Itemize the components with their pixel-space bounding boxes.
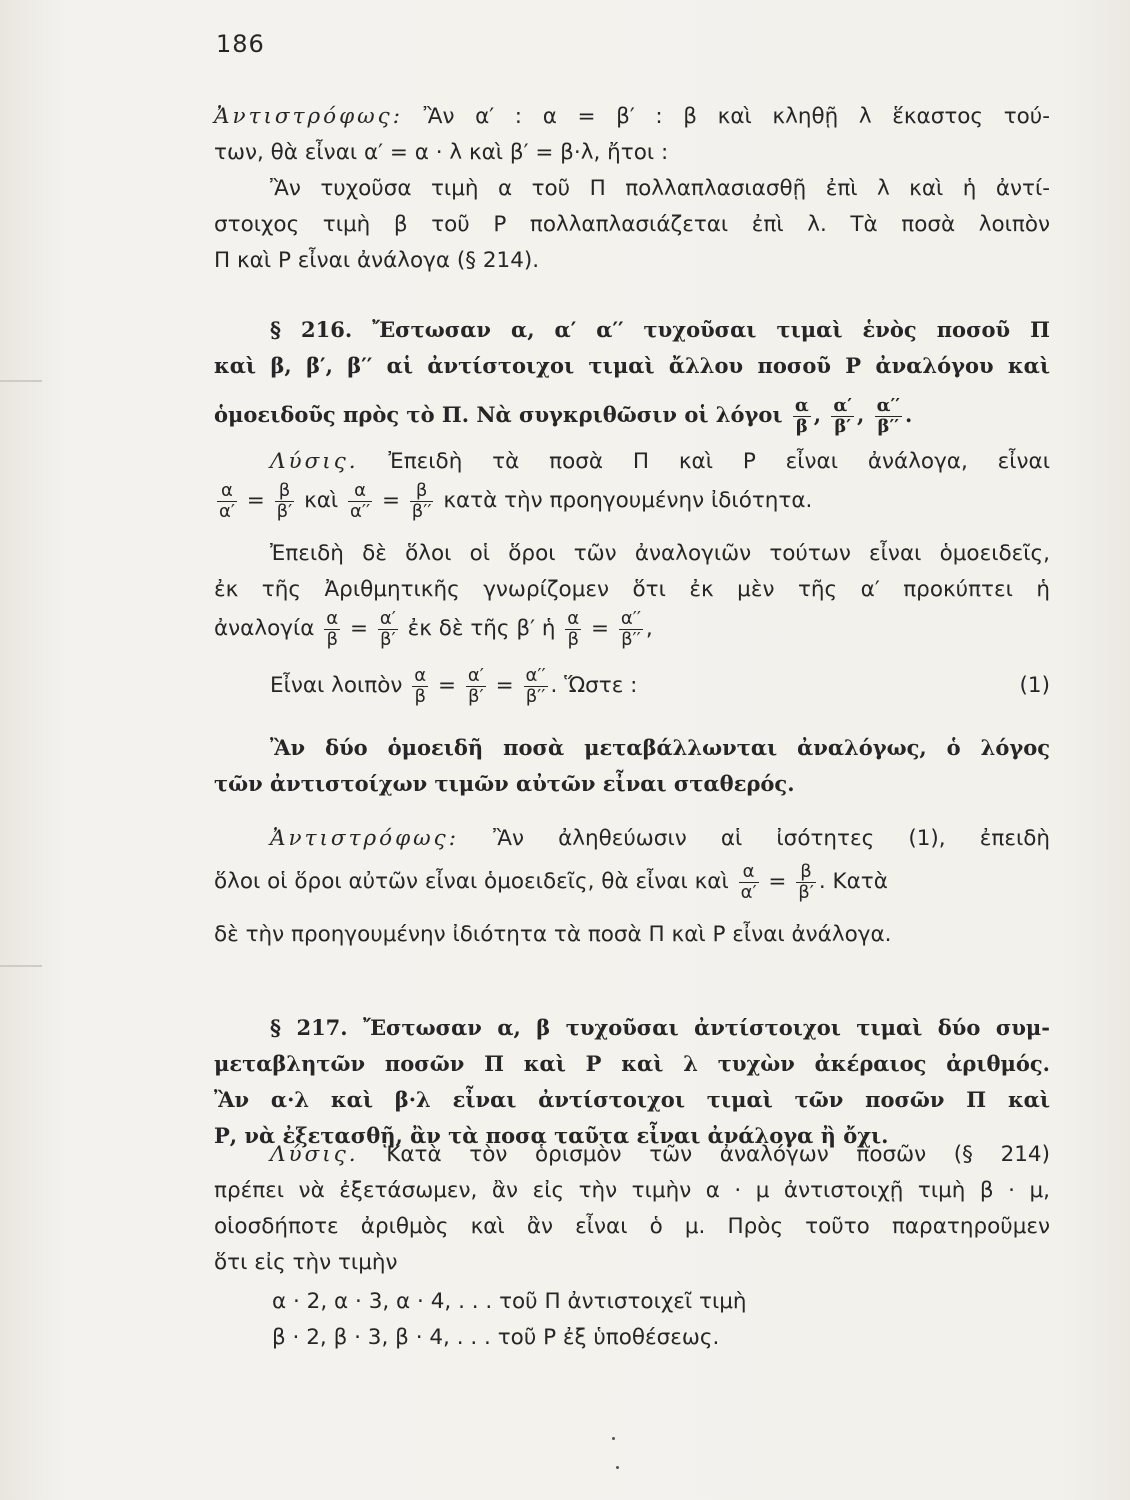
section-heading-line: καὶ β, β′, β′′ αἱ ἀντίστοιχοι τιμαὶ ἄλλου ποσοῦ Ρ ἀναλόγου καὶ — [214, 353, 1050, 378]
text-line: β · 2, β · 3, β · 4, . . . τοῦ Ρ ἐξ ὑποθέσεως. — [272, 1325, 720, 1350]
fraction-a-over-b: $\frac{\alpha}{\beta}$ — [567, 607, 580, 650]
equation-line — [214, 475, 1050, 527]
section-heading-line — [214, 393, 1050, 437]
equation-line — [214, 856, 1050, 908]
equals-sign: = — [591, 616, 610, 641]
fraction-a-over-b: $\frac{\alpha}{\beta}$ — [414, 664, 427, 707]
theorem-line: τῶν ἀντιστοίχων τιμῶν αὐτῶν εἶναι σταθερός. — [214, 771, 795, 796]
period: . — [904, 402, 913, 427]
equation-line — [214, 603, 1050, 655]
fraction-a-over-b: $\frac{\alpha}{\beta}$ — [326, 607, 339, 650]
text-line: των, θὰ εἶναι α′ = α · λ καὶ β′ = β·λ, ἤτοι : — [214, 140, 669, 165]
text-line — [270, 1138, 1050, 1172]
text-line: οἱοσδήποτε ἀριθμὸς καὶ ἂν εἶναι ὁ μ. Πρὸς τοῦτο παρατηροῦμεν — [214, 1214, 1050, 1239]
equals-sign: = — [246, 488, 265, 513]
text-span: Ἐπειδὴ τὰ ποσὰ Π καὶ Ρ εἶναι ἀνάλογα, εἶναι — [358, 449, 1050, 474]
margin-mark — [0, 965, 42, 967]
text-line: Ἂν τυχοῦσα τιμὴ α τοῦ Π πολλαπλασιασθῇ ἐπὶ λ καὶ ἡ ἀντί- — [270, 176, 1050, 201]
section-heading-line: μεταβλητῶν ποσῶν Π καὶ Ρ καὶ λ τυχὼν ἀκέραιος ἀριθμός. — [214, 1051, 1050, 1076]
text-span: Ὥστε : — [564, 673, 638, 698]
equals-sign: = — [495, 673, 514, 698]
equation-number: (1) — [1019, 673, 1050, 698]
fraction-a1-over-b1: $\frac{\alpha'}{\beta'}$ — [467, 664, 484, 707]
text-span: Κατὰ τὸν ὁρισμὸν τῶν ἀναλόγων ποσῶν (§ 214) — [358, 1142, 1050, 1167]
fraction-a2-over-b2: $\frac{\alpha''}{\beta''}$ — [525, 664, 546, 707]
section-heading-line: § 216. Ἔστωσαν α, α′ α′′ τυχοῦσαι τιμαὶ ἑνὸς ποσοῦ Π — [270, 317, 1050, 342]
section-heading-line: Ἂν α·λ καὶ β·λ εἶναι ἀντίστοιχοι τιμαὶ τῶν ποσῶν Π καὶ — [214, 1087, 1050, 1112]
speck — [612, 1437, 615, 1440]
text-line — [270, 822, 1050, 856]
text-span: Κατὰ — [832, 869, 888, 894]
text-span: Ἂν ἀληθεύωσιν αἱ ἰσότητες (1), ἐπειδὴ — [458, 826, 1050, 851]
fraction-b-over-b2: $\frac{\beta}{\beta''}$ — [411, 479, 432, 522]
text-span: ἀναλογία — [214, 616, 315, 641]
italic-label: Λύσις. — [270, 449, 359, 474]
margin-mark — [0, 380, 42, 382]
text-line: ὅτι εἰς τὴν τιμὴν — [214, 1250, 398, 1275]
section-heading-line: Ρ, νὰ ἐξετασθῇ, ἂν τὰ ποσα ταῦτα εἶναι ἀνάλογα ἢ ὄχι. — [214, 1123, 889, 1148]
text-span: κατὰ τὴν προηγουμένην ἰδιότητα. — [443, 488, 813, 513]
text-line — [270, 445, 1050, 479]
theorem-line: Ἂν δύο ὁμοειδῆ ποσὰ μεταβάλλωνται ἀναλόγως, ὁ λόγος — [270, 735, 1050, 760]
comma: , — [856, 402, 865, 427]
italic-label: Ἀντιστρόφως: — [214, 104, 403, 129]
text-line: Ἐπειδὴ δὲ ὅλοι οἱ ὅροι τῶν ἀναλογιῶν τούτων εἶναι ὁμοειδεῖς, — [270, 541, 1050, 566]
period: . — [550, 673, 558, 698]
text-line — [214, 100, 1050, 134]
text-span: Εἶναι λοιπὸν — [270, 673, 403, 698]
equals-sign: = — [381, 488, 400, 513]
text-span: ὅλοι οἱ ὅροι αὐτῶν εἶναι ὁμοειδεῖς, θὰ εἶναι καὶ — [214, 869, 729, 894]
italic-label: Λύσις. — [270, 1142, 359, 1167]
section-heading-line: § 217. Ἔστωσαν α, β τυχοῦσαι ἀντίστοιχοι τιμαὶ δύο συμ- — [270, 1015, 1050, 1040]
fraction-a-over-a2: $\frac{\alpha}{\alpha''}$ — [350, 479, 371, 522]
text-line: πρέπει νὰ ἐξετάσωμεν, ἂν εἰς τὴν τιμὴν α · μ ἀντιστοιχῇ τιμὴ β · μ, — [214, 1178, 1050, 1203]
text-line: δὲ τὴν προηγουμένην ἰδιότητα τὰ ποσὰ Π καὶ Ρ εἶναι ἀνάλογα. — [214, 922, 892, 947]
fraction-a-over-b: $\frac{\alpha}{\beta}$ — [794, 395, 809, 437]
text-span: Ἂν α′ : α = β′ : β καὶ κληθῇ λ ἕκαστος τού- — [402, 104, 1050, 129]
fraction-b-over-b1: $\frac{\beta}{\beta'}$ — [276, 479, 293, 522]
equation-line — [270, 660, 1050, 712]
text-span: ὁμοειδοῦς πρὸς τὸ Π. Νὰ συγκριθῶσιν οἱ λόγοι — [214, 402, 783, 427]
text-line: Π καὶ Ρ εἶναι ἀνάλογα (§ 214). — [214, 248, 540, 273]
text-span: ἐκ δὲ τῆς β′ ἡ — [407, 616, 556, 641]
equals-sign: = — [349, 616, 368, 641]
fraction-a1-over-b1: $\frac{\alpha'}{\beta'}$ — [833, 395, 852, 437]
speck — [616, 1466, 619, 1469]
period: . — [818, 869, 826, 894]
fraction-b-over-b1: $\frac{\beta}{\beta'}$ — [798, 860, 814, 903]
text-line: α · 2, α · 3, α · 4, . . . τοῦ Π ἀντιστοιχεῖ τιμὴ — [272, 1289, 747, 1314]
text-line: ἐκ τῆς Ἀριθμητικῆς γνωρίζομεν ὅτι ἐκ μὲν τῆς α′ προκύπτει ἡ — [214, 577, 1050, 602]
fraction-a-over-a1: $\frac{\alpha}{\alpha'}$ — [219, 479, 235, 522]
comma: , — [813, 402, 822, 427]
text-span: καὶ — [304, 488, 339, 513]
fraction-a2-over-b2: $\frac{\alpha''}{\beta''}$ — [876, 395, 900, 437]
equals-sign: = — [768, 869, 787, 894]
comma: , — [645, 616, 653, 641]
fraction-a1-over-b1: $\frac{\alpha'}{\beta'}$ — [379, 607, 396, 650]
page-number: 186 — [216, 30, 265, 58]
fraction-a2-over-b2: $\frac{\alpha''}{\beta''}$ — [620, 607, 641, 650]
equals-sign: = — [437, 673, 456, 698]
italic-label: Ἀντιστρόφως: — [270, 826, 459, 851]
text-line: στοιχος τιμὴ β τοῦ Ρ πολλαπλασιάζεται ἐπὶ λ. Τὰ ποσὰ λοιπὸν — [214, 212, 1050, 237]
fraction-a-over-a1: $\frac{\alpha}{\alpha'}$ — [740, 860, 757, 903]
